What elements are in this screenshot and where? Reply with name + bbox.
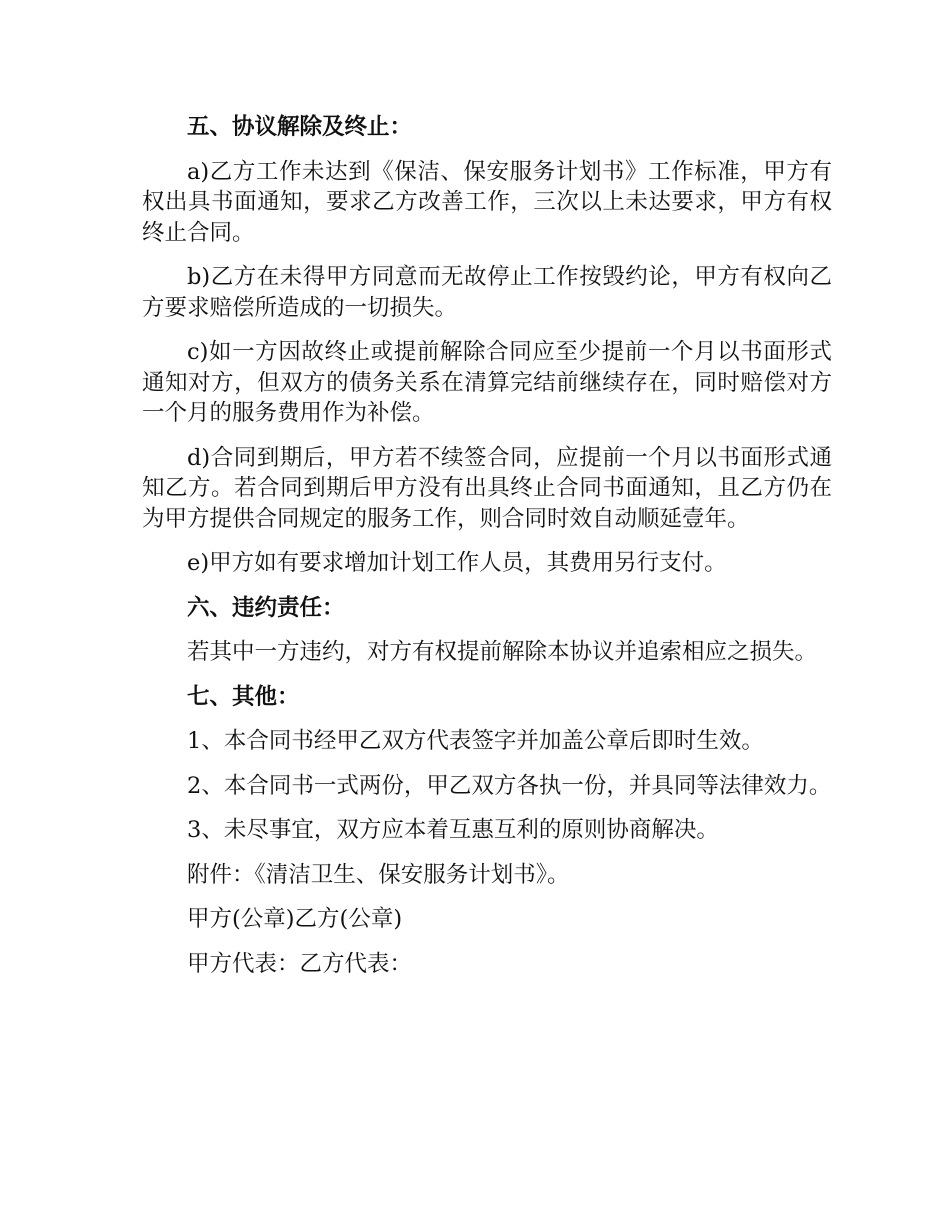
seals-line: 甲方(公章)乙方(公章) [187, 906, 403, 932]
other-clause-2: 2、本合同书一式两份，甲乙双方各执一份，并具同等法律效力。 [187, 772, 832, 799]
termination-clause-a: a)乙方工作未达到《保洁、保安服务计划书》工作标准，甲方有权出具书面通知，要求乙方改善工作，三次以上未达要求，甲方有权终止合同。 [142, 158, 832, 246]
section-heading-breach: 六、违约责任： [187, 594, 345, 621]
termination-clause-e: e)甲方如有要求增加计划工作人员，其费用另行支付。 [187, 550, 727, 576]
attachment-line: 附件：《清洁卫生、保安服务计划书》。 [187, 861, 570, 888]
termination-clause-c: c)如一方因故终止或提前解除合同应至少提前一个月以书面形式通知对方，但双方的债务关系在清算完结前继续存在，同时赔偿对方一个月的服务费用作为补偿。 [142, 339, 832, 426]
other-clause-3: 3、未尽事宜，双方应本着互惠互利的原则协商解决。 [187, 817, 719, 843]
section-heading-termination: 五、协议解除及终止： [187, 114, 413, 140]
document-page [142, 112, 832, 993]
other-clause-1: 1、本合同书经甲乙双方代表签字并加盖公章后即时生效。 [187, 728, 764, 754]
representatives-line: 甲方代表：乙方代表： [187, 950, 413, 977]
breach-text: 若其中一方违约，对方有权提前解除本协议并追索相应之损失。 [187, 639, 818, 665]
termination-clause-b: b)乙方在未得甲方同意而无故停止工作按毁约论，甲方有权向乙方要求赔偿所造成的一切损失。 [142, 264, 832, 321]
termination-clause-d: d)合同到期后，甲方若不续签合同，应提前一个月以书面形式通知乙方。若合同到期后甲方没有出具终止合同书面通知，且乙方仍在为甲方提供合同规定的服务工作，则合同时效自动顺延壹年。 [142, 444, 832, 532]
section-heading-other: 七、其他： [187, 683, 300, 710]
